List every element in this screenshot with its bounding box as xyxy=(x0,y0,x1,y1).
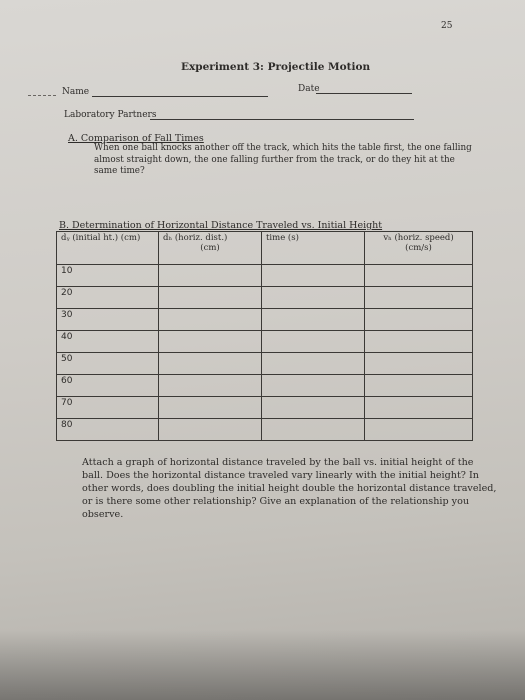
table-row xyxy=(57,287,473,309)
dist-input-cell[interactable] xyxy=(159,265,262,287)
time-input-cell[interactable] xyxy=(262,265,365,287)
time-input-cell[interactable] xyxy=(262,397,365,419)
speed-input-cell[interactable] xyxy=(365,265,473,287)
height-cell: 80 xyxy=(57,419,159,441)
date-blank-line xyxy=(316,93,412,94)
time-input-cell[interactable] xyxy=(262,419,365,441)
time-input-cell[interactable] xyxy=(262,309,365,331)
table-row xyxy=(57,419,473,441)
col-header-horiz-dist: dₕ (horiz. dist.) (cm) xyxy=(159,232,262,265)
graph-instructions: Attach a graph of horizontal distance traveled by the ball vs. initial height of the ball. Does the horizontal distance traveled vary linearly with the initial height? In other words, does doubling the initial height double the horizontal distance traveled, or is there some other relationship? Give an explanation of the relationship you observe. xyxy=(82,457,497,520)
height-cell: 60 xyxy=(57,375,159,397)
speed-input-cell[interactable] xyxy=(365,419,473,441)
table-row xyxy=(57,375,473,397)
dist-input-cell[interactable] xyxy=(159,375,262,397)
page-number: 25 xyxy=(441,21,453,31)
speed-input-cell[interactable] xyxy=(365,309,473,331)
dist-input-cell[interactable] xyxy=(159,397,262,419)
partners-blank-line xyxy=(150,119,414,120)
date-label: Date xyxy=(298,84,320,94)
height-cell: 30 xyxy=(57,309,159,331)
name-label: Name xyxy=(62,87,90,97)
page-shadow xyxy=(0,630,525,700)
height-cell: 50 xyxy=(57,353,159,375)
table-row xyxy=(57,331,473,353)
col-header-time: time (s) xyxy=(262,232,365,265)
page-title: Experiment 3: Projectile Motion xyxy=(181,61,371,73)
time-input-cell[interactable] xyxy=(262,375,365,397)
section-b-heading: B. Determination of Horizontal Distance Traveled vs. Initial Height xyxy=(59,220,383,231)
speed-input-cell[interactable] xyxy=(365,331,473,353)
table-row xyxy=(57,265,473,287)
time-input-cell[interactable] xyxy=(262,287,365,309)
data-table xyxy=(56,231,473,441)
table-row xyxy=(57,353,473,375)
name-blank-line xyxy=(92,96,268,97)
table-row xyxy=(57,309,473,331)
margin-dash xyxy=(28,95,56,96)
dist-input-cell[interactable] xyxy=(159,287,262,309)
height-cell: 10 xyxy=(57,265,159,287)
section-a-heading: A. Comparison of Fall Times xyxy=(68,133,204,144)
col-header-horiz-speed: vₕ (horiz. speed) (cm/s) xyxy=(365,232,473,265)
time-input-cell[interactable] xyxy=(262,353,365,375)
dist-input-cell[interactable] xyxy=(159,419,262,441)
dist-input-cell[interactable] xyxy=(159,309,262,331)
table-row xyxy=(57,397,473,419)
speed-input-cell[interactable] xyxy=(365,397,473,419)
partners-label: Laboratory Partners xyxy=(64,110,157,120)
height-cell: 40 xyxy=(57,331,159,353)
col-header-initial-height: dᵧ (initial ht.) (cm) xyxy=(57,232,159,265)
speed-input-cell[interactable] xyxy=(365,353,473,375)
dist-input-cell[interactable] xyxy=(159,331,262,353)
height-cell: 70 xyxy=(57,397,159,419)
speed-input-cell[interactable] xyxy=(365,287,473,309)
time-input-cell[interactable] xyxy=(262,331,365,353)
speed-input-cell[interactable] xyxy=(365,375,473,397)
height-cell: 20 xyxy=(57,287,159,309)
dist-input-cell[interactable] xyxy=(159,353,262,375)
table-header-row xyxy=(57,232,473,265)
section-a-question: When one ball knocks another off the track, which hits the table first, the one falling almost straight down, the one falling further from the track, or do they hit at the same time? xyxy=(94,143,472,176)
